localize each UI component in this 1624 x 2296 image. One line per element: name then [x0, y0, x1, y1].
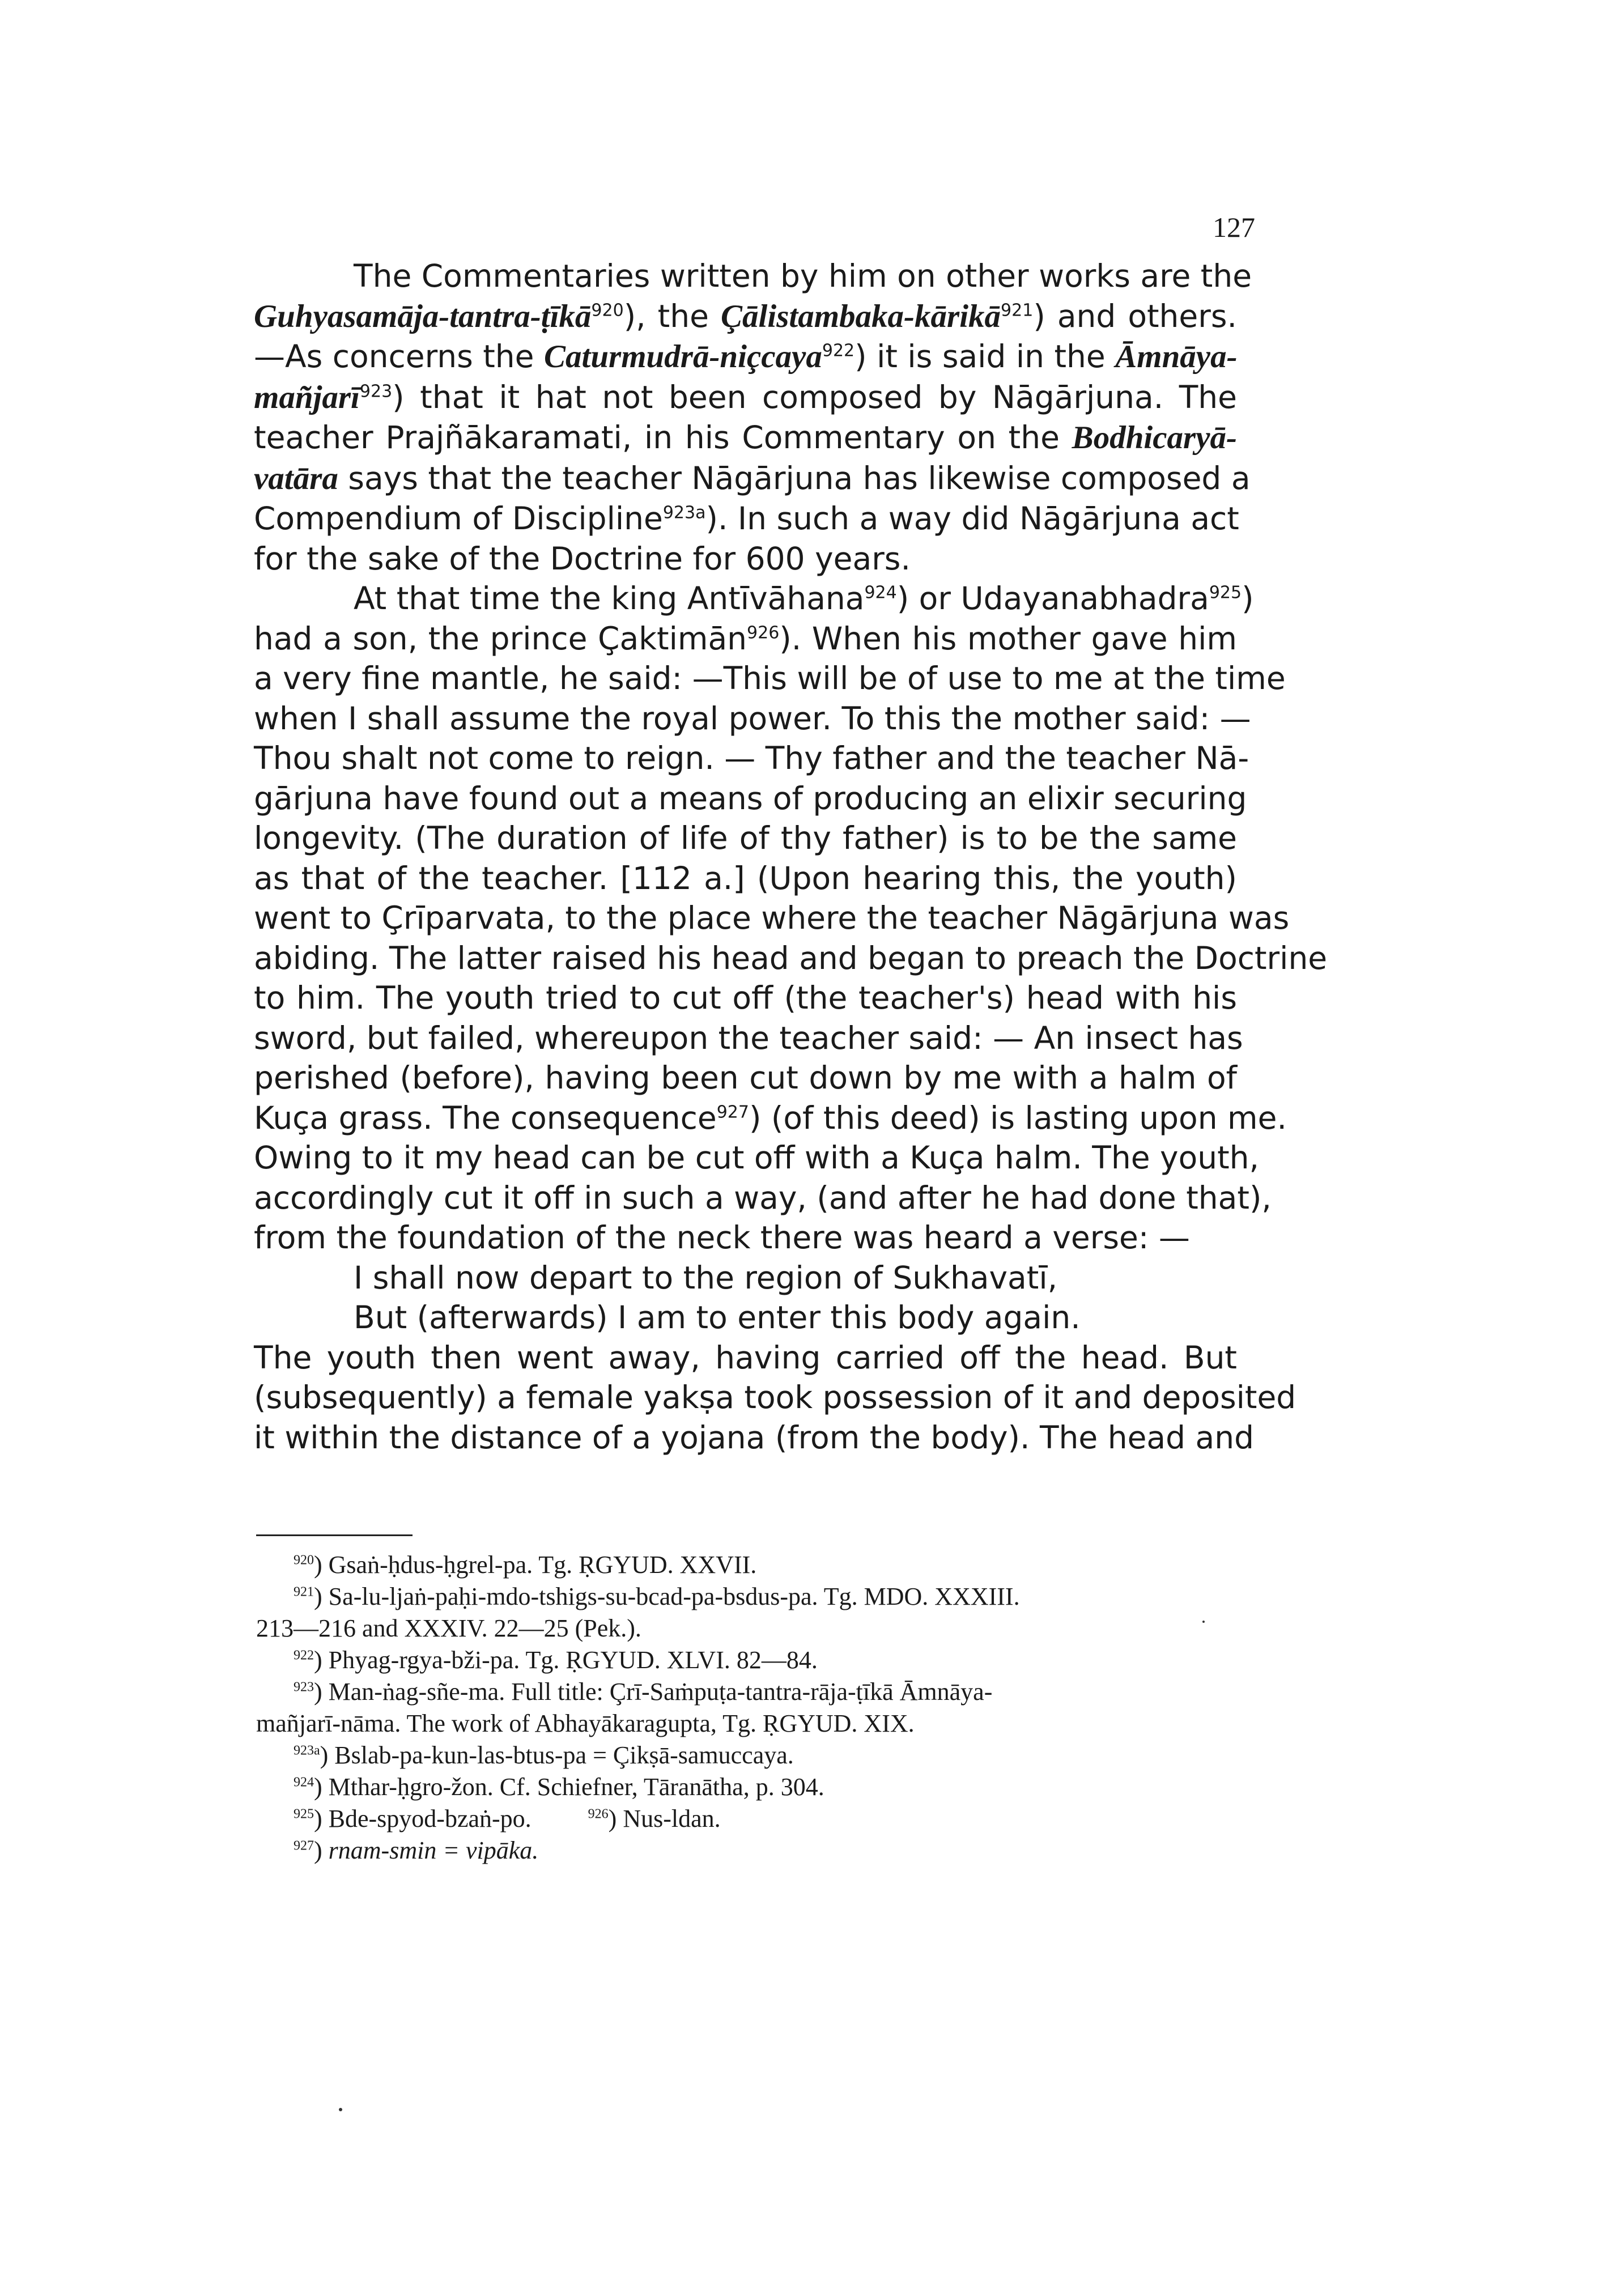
text-line: abiding. The latter raised his head and began to preach the Doctrine	[254, 939, 1328, 976]
footnote-separator	[256, 1534, 413, 1536]
text-line: a very fine mantle, he said: —This will be of use to me at the time	[254, 660, 1286, 696]
page-speck	[339, 2108, 342, 2111]
text-line: when I shall assume the royal power. To this the mother said: —	[254, 700, 1251, 737]
main-text	[254, 256, 1328, 1457]
text-line: Owing to it my head can be cut off with a Kuça halm. The youth,	[254, 1140, 1260, 1176]
footnote-923: $^{923}$) Man-ṅag-sñe-ma. Full title: Çrī-Saṁpuṭa-tantra-rāja-ṭīkā Āmnāya-	[294, 1678, 993, 1706]
text-line: went to Çrīparvata, to the place where the teacher Nāgārjuna was	[254, 900, 1290, 936]
footnote-ref: 927	[716, 1102, 749, 1123]
footnote-923a: $^{923a}$) Bslab-pa-kun-las-btus-pa = Çikṣā-samuccaya.	[294, 1741, 794, 1769]
text-line: it within the distance of a yojana (from the body). The head and	[254, 1419, 1254, 1456]
footnote-924: $^{924}$) Mthar-ḥgro-žon. Cf. Schiefner, Tāranātha, p. 304.	[294, 1773, 824, 1801]
text-line: gārjuna have found out a means of producing an elixir securing	[254, 780, 1247, 817]
text-line: accordingly cut it off in such a way, (and after he had done that),	[254, 1179, 1272, 1216]
text-line: At that time the king Antīvāhana$^{924}$) or Udayanabhadra$^{925}$)	[354, 580, 1254, 616]
footnote-ref: 921	[1001, 300, 1034, 321]
text-line: (subsequently) a female yakṣa took possession of it and deposited	[254, 1379, 1296, 1415]
footnote-921: $^{921}$) Sa-lu-ljaṅ-paḥi-mdo-tshigs-su-bcad-pa-bsdus-pa. Tg. MDO. XXXIII.	[294, 1583, 1020, 1610]
text-line: to him. The youth tried to cut off (the teacher's) head with his	[254, 980, 1237, 1016]
text-line: Thou shalt not come to reign. — Thy father and the teacher Nā-	[254, 740, 1249, 776]
footnote-925-926: $^{925}$) Bde-spyod-bzaṅ-po. $^{926}$) Nus-ldan.	[294, 1805, 721, 1832]
text-line: Guhyasamāja-tantra-ṭīkā$^{920}$), the Çālistambaka-kārikā$^{921}$) and others.	[254, 297, 1238, 334]
text-line: for the sake of the Doctrine for 600 years.	[254, 540, 911, 577]
text-line: teacher Prajñākaramati, in his Commentary on the Bodhicaryā-	[254, 419, 1237, 456]
text-line: sword, but failed, whereupon the teacher said: — An insect has	[254, 1019, 1243, 1056]
text-line: had a son, the prince Çaktimān$^{926}$). When his mother gave him	[254, 620, 1238, 657]
verse-line: I shall now depart to the region of Sukhavatī,	[354, 1259, 1058, 1296]
text-line: —As concerns the Caturmudrā-niçcaya$^{922}$) it is said in the Āmnāya-	[254, 338, 1238, 375]
text-line: from the foundation of the neck there was heard a verse: —	[254, 1219, 1190, 1256]
text-line: The Commentaries written by him on other works are the	[354, 258, 1252, 294]
footnote-ref: 925	[1209, 582, 1242, 603]
footnote-ref: 926	[747, 623, 780, 643]
footnote-ref: 923a	[662, 503, 706, 523]
text-line: Compendium of Discipline$^{923a}$). In such a way did Nāgārjuna act	[254, 500, 1239, 537]
footnote-ref: 920	[591, 300, 624, 321]
footnote-921-cont: 213—216 and XXXIV. 22—25 (Pek.).	[256, 1614, 641, 1642]
footnote-ref: 923	[359, 381, 393, 402]
text-line: mañjarī$^{923}$) that it hat not been composed by Nāgārjuna. The	[254, 379, 1237, 415]
footnote-927: $^{927}$) rnam-smin = vipāka.	[294, 1836, 539, 1864]
footnote-ref: 924	[864, 582, 897, 603]
page-number: 127	[1213, 211, 1255, 243]
text-line: as that of the teacher. [112 a.] (Upon hearing this, the youth)	[254, 860, 1237, 896]
footnotes	[256, 1549, 1239, 1866]
text-line: Kuça grass. The consequence$^{927}$) (of this deed) is lasting upon me.	[254, 1099, 1287, 1136]
footnote-ref: 922	[822, 341, 855, 361]
text-line: longevity. (The duration of life of thy father) is to be the same	[254, 820, 1237, 856]
text-line: The youth then went away, having carried off the head. But	[254, 1339, 1237, 1376]
verse-line: But (afterwards) I am to enter this body again.	[354, 1299, 1081, 1336]
footnote-923-cont: mañjarī-nāma. The work of Abhayākaragupta, Tg. ṚGYUD. XIX.	[256, 1710, 915, 1737]
text-line: vatāra says that the teacher Nāgārjuna has likewise composed a	[254, 460, 1251, 496]
page-speck	[1202, 1621, 1205, 1623]
footnote-920: $^{920}$) Gsaṅ-ḥdus-ḥgrel-pa. Tg. ṚGYUD. XXVII.	[294, 1551, 757, 1579]
footnote-922: $^{922}$) Phyag-rgya-bži-pa. Tg. ṚGYUD. XLVI. 82—84.	[294, 1646, 818, 1674]
text-line: perished (before), having been cut down by me with a halm of	[254, 1060, 1237, 1096]
